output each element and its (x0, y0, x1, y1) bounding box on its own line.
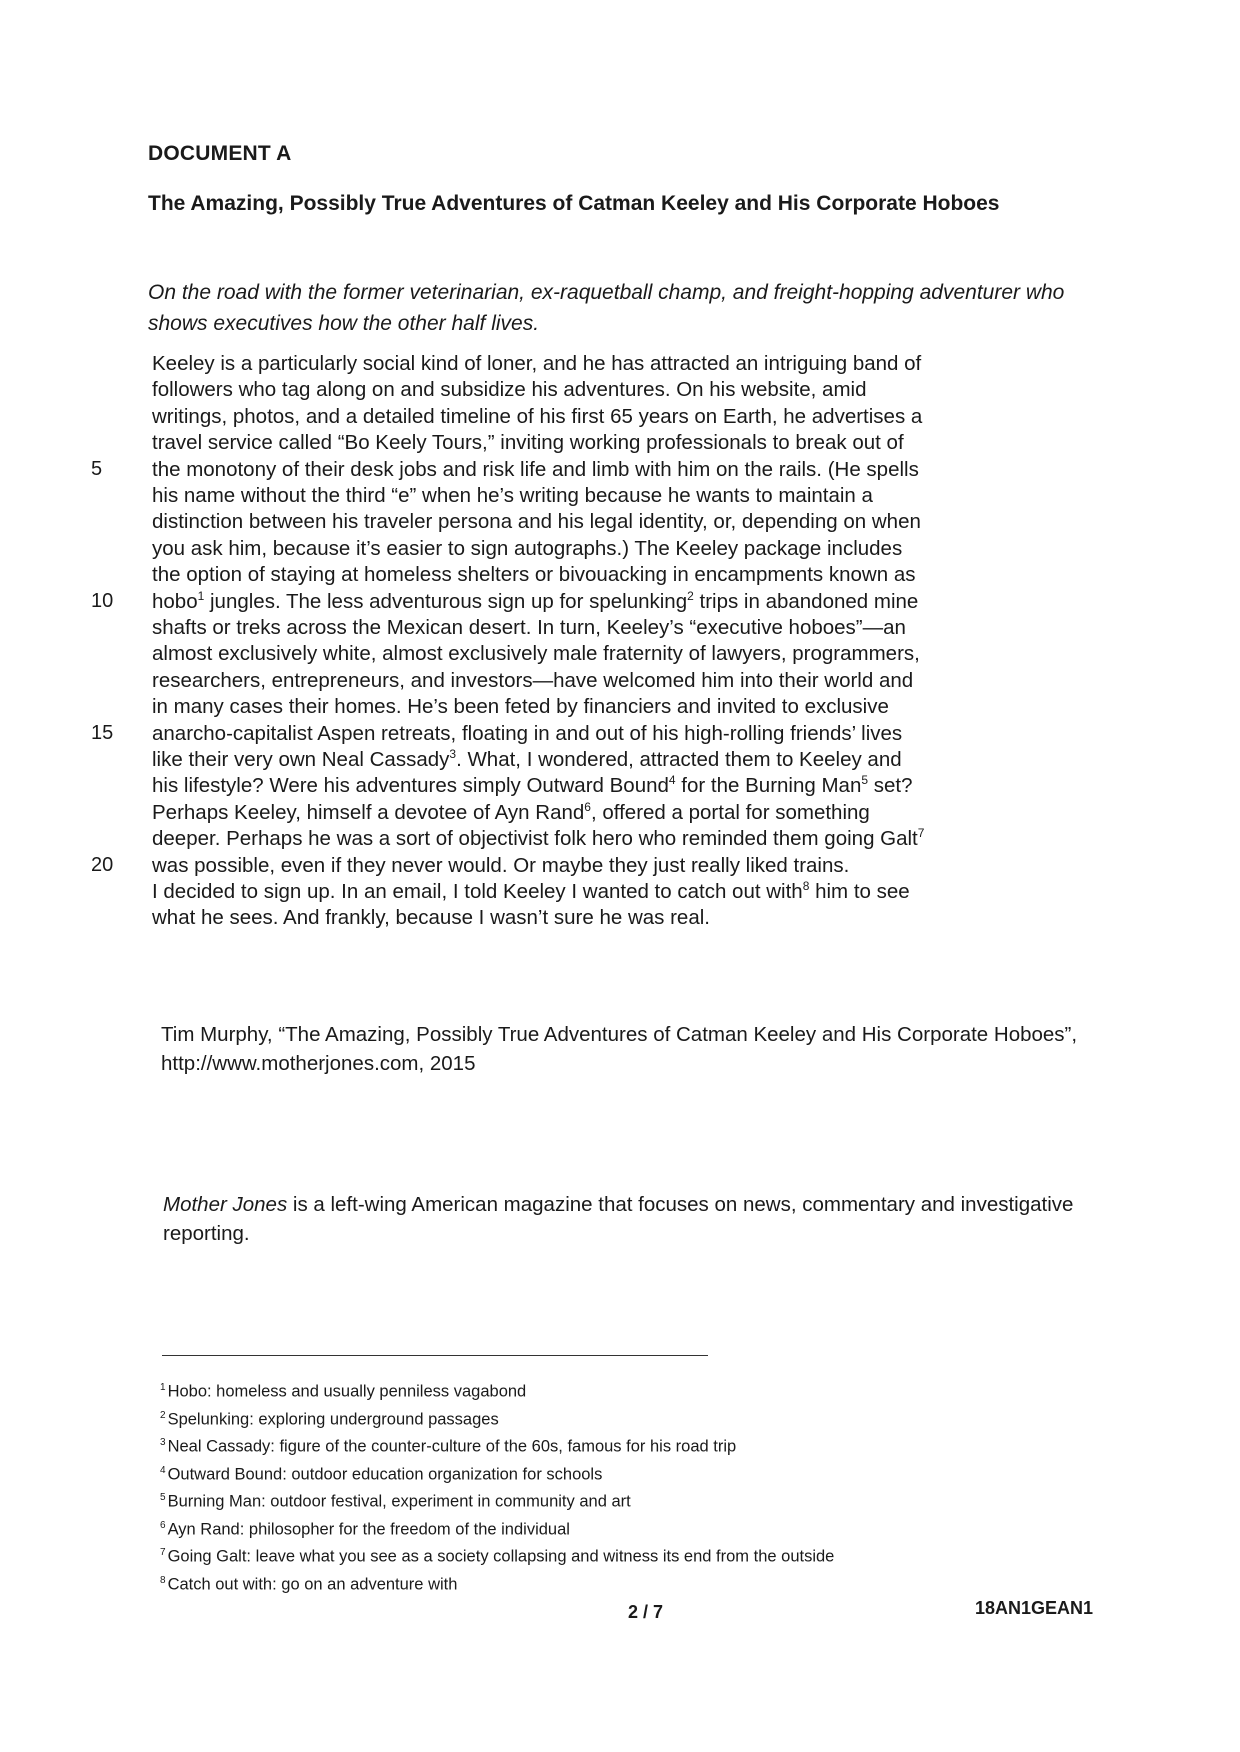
footnote-text: Burning Man: outdoor festival, experiment in community and art (167, 1492, 631, 1511)
footnote-text: Spelunking: exploring underground passages (167, 1410, 499, 1428)
footnote-number: 2 (160, 1409, 166, 1421)
footnote-ref: 2 (687, 588, 694, 603)
footnote-item (160, 1404, 1110, 1432)
article-title: The Amazing, Possibly True Adventures of Catman Keeley and His Corporate Hoboes (148, 192, 1000, 215)
body-line: shafts or treks across the Mexican desert. In turn, Keeley’s “executive hoboes”—an (152, 616, 906, 639)
body-text: trips in abandoned mine (693, 589, 919, 613)
body-line: Keeley is a particularly social kind of loner, and he has attracted an intriguing band of (152, 352, 922, 375)
body-line: anarcho-capitalist Aspen retreats, floating in and out of his high-rolling friends’ lives (152, 721, 903, 745)
body-line (152, 772, 1102, 799)
footnote-number: 8 (160, 1574, 166, 1586)
footnote-ref: 6 (584, 799, 591, 814)
body-line (152, 746, 1102, 773)
body-text: hobo (152, 589, 198, 613)
body-line: distinction between his traveler persona and his legal identity, or, depending on when (152, 510, 921, 534)
footnote-item (160, 1459, 1110, 1487)
body-text: like their very own Neal Cassady (152, 748, 450, 771)
footnote-divider (162, 1355, 708, 1356)
body-line: researchers, entrepreneurs, and investors—have welcomed him into their world and (152, 668, 914, 692)
line-number: 20 (91, 853, 114, 876)
body-line (152, 799, 1102, 826)
body-line: writings, photos, and a detailed timeline of his first 65 years on Earth, he advertises a (152, 404, 923, 428)
body-line: you ask him, because it’s easier to sign autographs.) The Keeley package includes (152, 536, 903, 560)
footnote-text: Going Galt: leave what you see as a society collapsing and witness its end from the outside (167, 1547, 835, 1566)
footnote-number: 1 (160, 1382, 166, 1393)
line-number: 5 (91, 457, 103, 480)
body-line: in many cases their homes. He’s been feted by financiers and invited to exclusive (152, 695, 889, 719)
footnote-ref: 3 (449, 747, 457, 762)
footnote-text: Catch out with: go on an adventure with (167, 1575, 458, 1593)
footnote-item (160, 1486, 1110, 1514)
document-label: DOCUMENT A (148, 142, 292, 165)
line-number: 10 (91, 589, 114, 612)
body-text: Perhaps Keeley, himself a devotee of Ayn Rand (152, 800, 585, 824)
footnote-number: 5 (160, 1492, 166, 1503)
footnote-item (160, 1431, 1110, 1459)
footnote-number: 7 (160, 1547, 166, 1558)
body-line: the monotony of their desk jobs and risk life and limb with him on the rails. (He spells (152, 457, 919, 481)
body-text: . What, I wondered, attracted them to Keeley and (456, 748, 902, 771)
body-line (152, 878, 1102, 905)
body-text: I decided to sign up. In an email, I told Keeley I wanted to catch out with (152, 880, 803, 903)
body-line: followers who tag along on and subsidize his adventures. On his website, amid (152, 378, 867, 402)
body-line: was possible, even if they never would. Or maybe they just really liked trains. (152, 853, 850, 877)
footnote-ref: 5 (861, 773, 869, 788)
body-text: his lifestyle? Were his adventures simply Outward Bound (152, 774, 669, 798)
magazine-note (163, 1190, 1113, 1248)
source-citation: Tim Murphy, “The Amazing, Possibly True Adventures of Catman Keeley and His Corporate Hoboes”, http://www.motherjones.com, 2015 (161, 1023, 1078, 1075)
body-line (152, 588, 1102, 615)
footnote-text: Hobo: homeless and usually penniless vagabond (167, 1382, 527, 1401)
body-line: what he sees. And frankly, because I wasn’t sure he was real. (152, 906, 710, 930)
footnote-text: Ayn Rand: philosopher for the freedom of the individual (167, 1520, 570, 1538)
body-line: his name without the third “e” when he’s writing because he wants to maintain a (152, 484, 873, 507)
article-subtitle: On the road with the former veterinarian, ex-raquetball champ, and freight-hopping adventurer who shows executives how the other half lives. (148, 281, 1065, 335)
footnote-number: 4 (160, 1464, 166, 1476)
body-text: jungles. The less adventurous sign up for spelunking (204, 589, 688, 613)
body-line (152, 825, 1102, 852)
footnote-number: 6 (160, 1519, 166, 1531)
footnote-ref: 7 (917, 826, 925, 841)
footnote-number: 3 (160, 1437, 166, 1448)
body-text: , offered a portal for something (590, 800, 870, 824)
magazine-description: is a left-wing American magazine that focuses on news, commentary and investigative reporting. (163, 1193, 1074, 1245)
body-text: deeper. Perhaps he was a sort of objectivist folk hero who reminded them going Galt (152, 827, 918, 851)
body-text: him to see (809, 880, 910, 903)
footnote-item (160, 1514, 1110, 1542)
magazine-name: Mother Jones (163, 1193, 288, 1216)
footnote-item (160, 1569, 1110, 1597)
page-number: 2 / 7 (628, 1602, 664, 1622)
footnotes (160, 1376, 1110, 1596)
footnote-item (160, 1376, 1110, 1404)
footnote-ref: 8 (802, 879, 810, 894)
footnote-ref: 4 (668, 773, 676, 788)
document-code: 18AN1GEAN1 (975, 1598, 1094, 1618)
footnote-text: Outward Bound: outdoor education organization for schools (167, 1465, 603, 1483)
footnote-item (160, 1541, 1110, 1569)
body-line: the option of staying at homeless shelters or bivouacking in encampments known as (152, 563, 916, 587)
body-text: set? (868, 774, 913, 798)
body-line: almost exclusively white, almost exclusively male fraternity of lawyers, programmers, (152, 642, 920, 666)
body-line: travel service called “Bo Keely Tours,” inviting working professionals to break out of (152, 431, 904, 455)
footnote-ref: 1 (197, 588, 205, 603)
line-number: 15 (91, 721, 114, 744)
footnote-text: Neal Cassady: figure of the counter-culture of the 60s, famous for his road trip (167, 1437, 737, 1456)
body-text: for the Burning Man (675, 774, 862, 798)
